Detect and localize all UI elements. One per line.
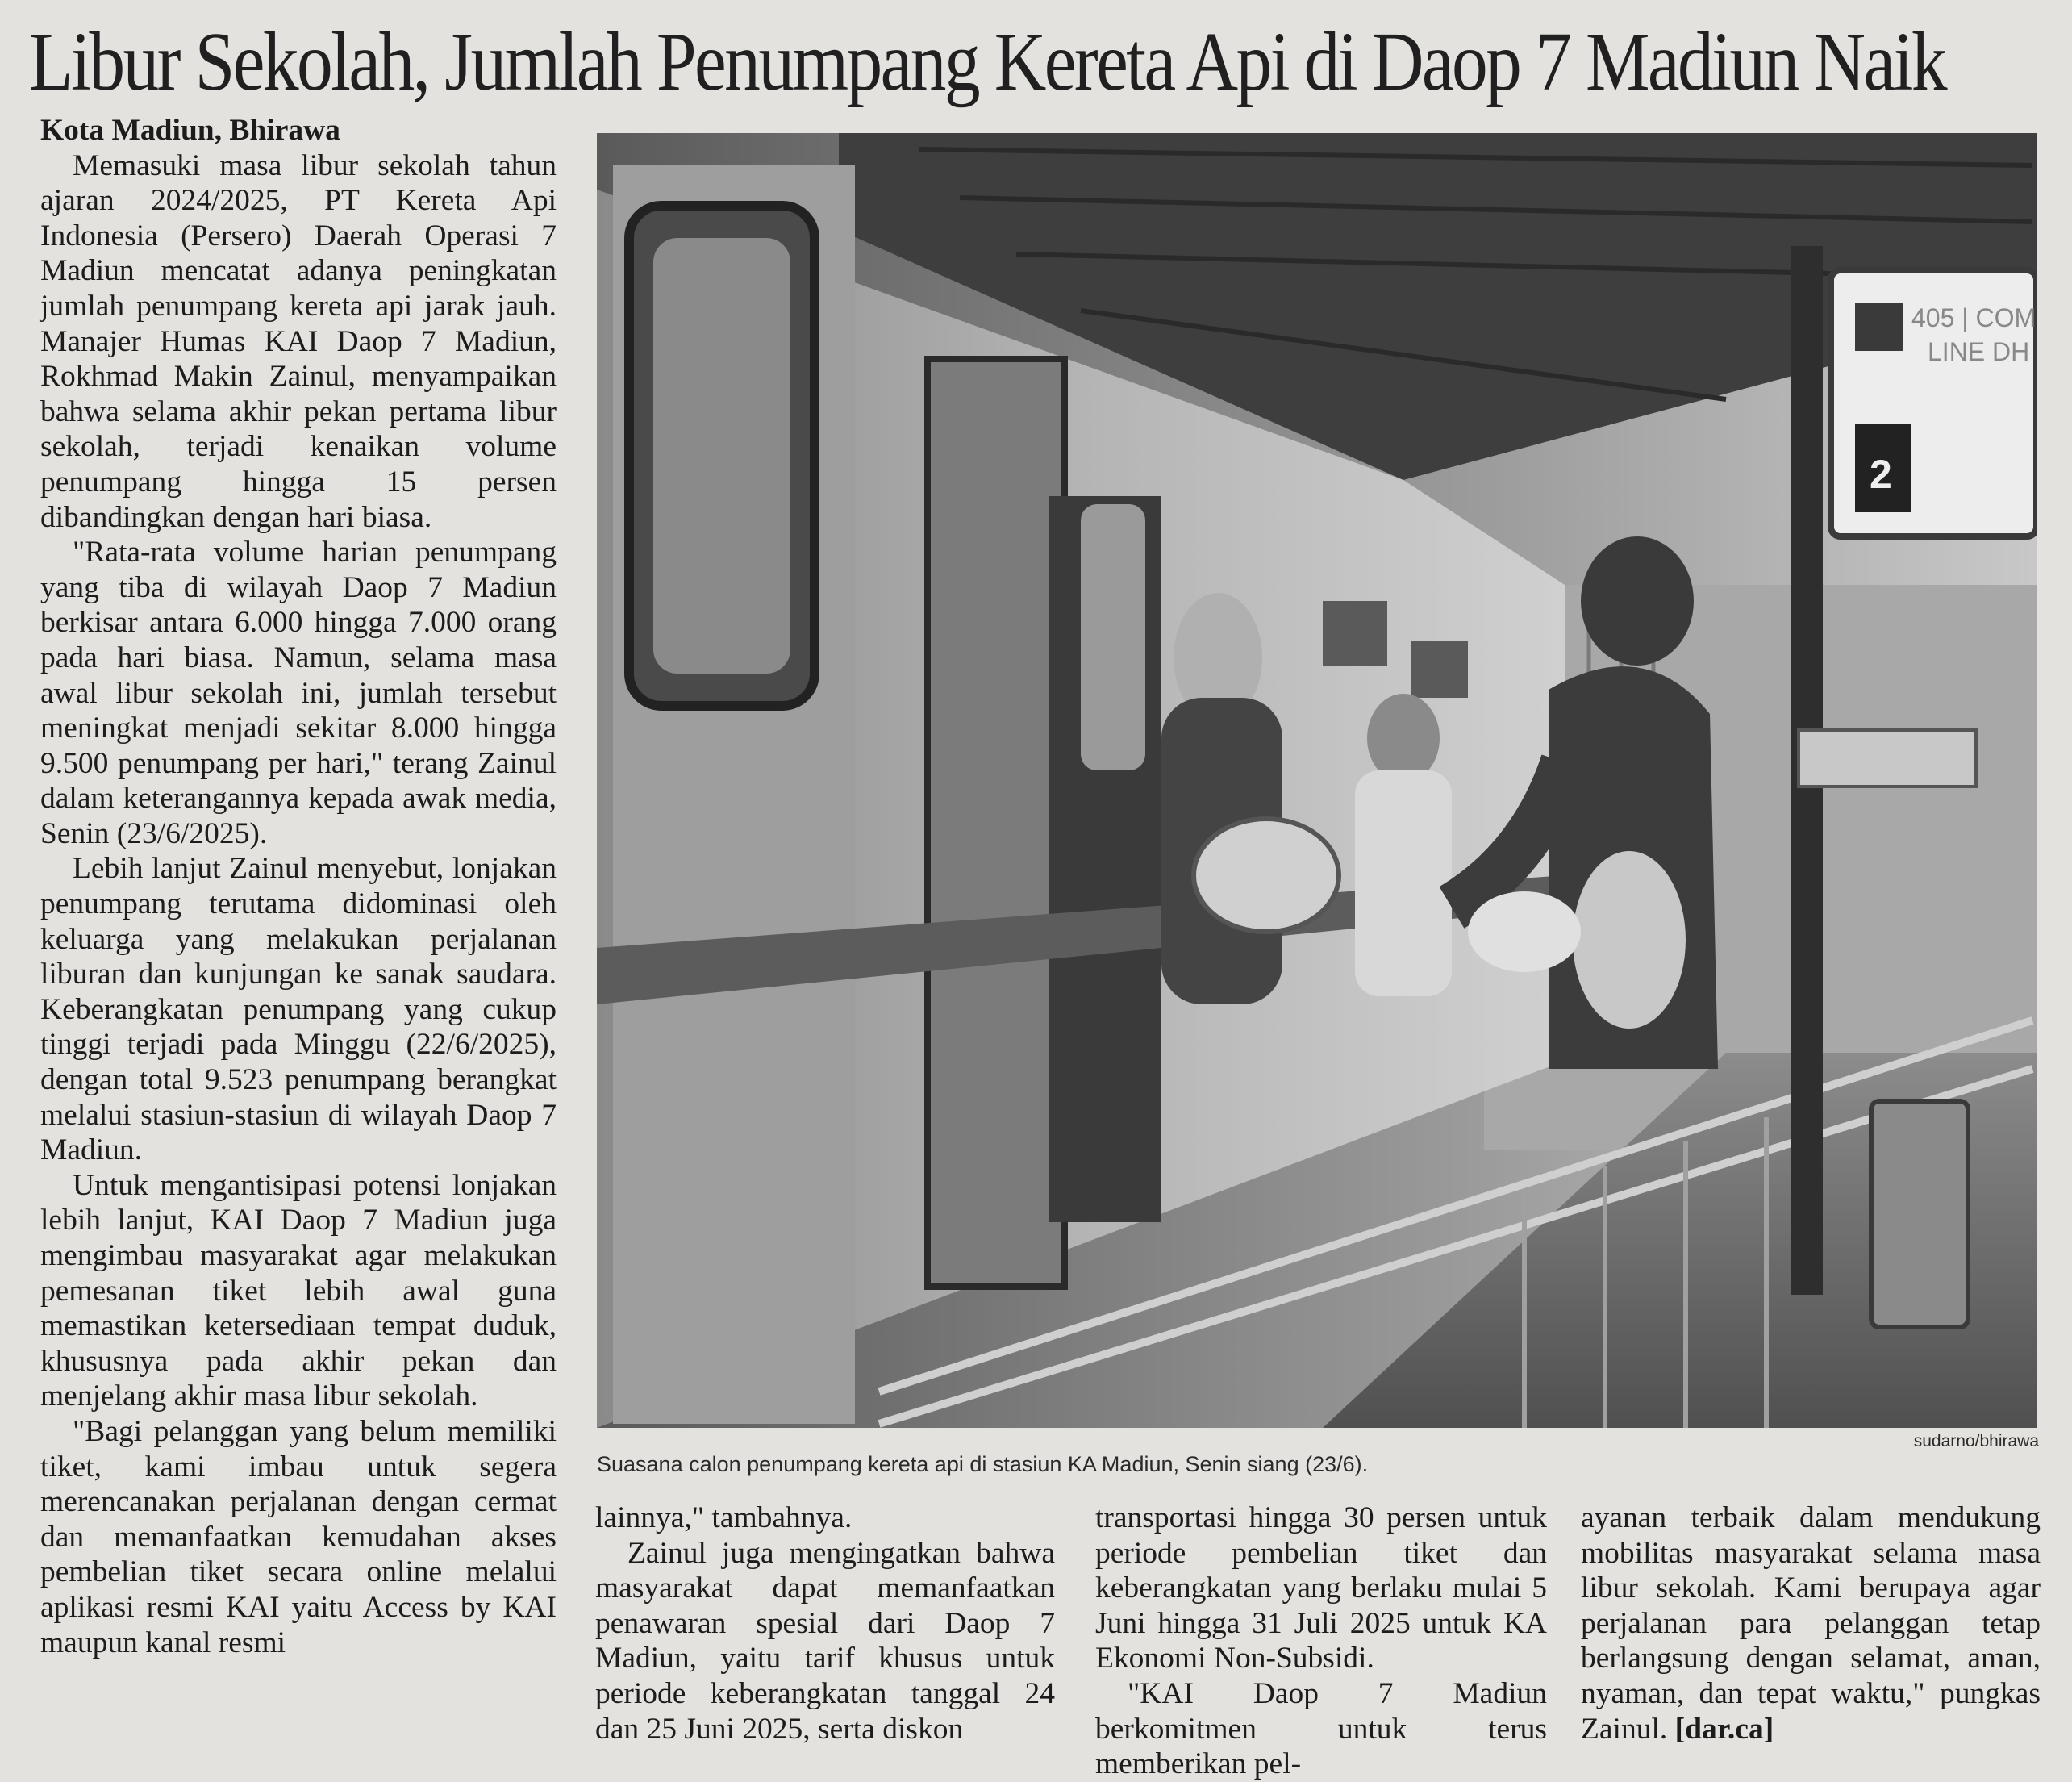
paragraph: transportasi hingga 30 persen untuk periode pembelian tiket dan keberangkatan yang berlaku mulai 5 Juni hingga 31 Juli 2025 untuk KA Ekonomi Non-Subsidi. [1095,1501,1547,1676]
paragraph: "KAI Daop 7 Madiun berkomitmen untuk terus memberikan pel- [1095,1676,1547,1781]
sign-text-1: 405 | COM [1911,303,2037,332]
paragraph: lainnya," tambahnya. [595,1501,853,1534]
article-column-2 [595,1500,1055,1747]
train-platform-photo [597,133,2037,1428]
article-column-4 [1581,1500,2041,1747]
paragraph [1581,1500,2041,1747]
sign-text-2: LINE DH [1928,337,2030,366]
article-headline: Libur Sekolah, Jumlah Penumpang Kereta Api di Daop 7 Madiun Naik [29,15,1946,108]
paragraph: Lebih lanjut Zainul menyebut, lonjakan penumpang terutama didominasi oleh keluarga yang melakukan perjalanan liburan dan kunjungan ke sanak saudara. Keberangkatan penumpang yang cukup tinggi terjadi pada Minggu (22/6/2025), dengan total 9.523 penumpang berangkat melalui stasiun-stasiun di wilayah Daop 7 Madiun. [40,852,557,1167]
paragraph-text: ayanan terbaik dalam mendukung mobilitas masyarakat selama masa libur sekolah. Kami berupaya agar perjalanan para pelanggan tetap berlangsung dengan selamat, aman, nyaman, dan tepat waktu," pungkas Zainul. [1581,1501,2041,1746]
article-column-1 [40,113,557,1660]
sign-number: 2 [1870,452,1892,497]
paragraph: Zainul juga mengingatkan bahwa masyarakat dapat memanfaatkan penawaran spesial dari Daop 7 Madiun, yaitu tarif khusus untuk periode keberangkatan tanggal 24 dan 25 Juni 2025, serta diskon [595,1536,1055,1746]
photo-credit: sudarno/bhirawa [1913,1432,2039,1450]
paragraph: Memasuki masa libur sekolah tahun ajaran 2024/2025, PT Kereta Api Indonesia (Persero) Daerah Operasi 7 Madiun mencatat adanya peningkatan jumlah penumpang kereta api jarak jauh. Manajer Humas KAI Daop 7 Madiun, Rokhmad Makin Zainul, menyampaikan bahwa selama akhir pekan pertama libur sekolah, terjadi kenaikan volume penumpang hingga 15 persen dibandingkan dengan hari biasa. [40,148,557,534]
paragraph: Untuk mengantisipasi potensi lonjakan lebih lanjut, KAI Daop 7 Madiun juga mengimbau masyarakat agar melakukan pemesanan tiket lebih awal guna memastikan ketersediaan tempat duduk, khususnya pada akhir pekan dan menjelang akhir masa libur sekolah. [40,1168,557,1413]
article-column-3 [1095,1500,1547,1782]
paragraph: "Bagi pelanggan yang belum memiliki tiket, kami imbau untuk segera merencanakan perjalanan dengan cermat dan memanfaatkan kemudahan akses pembelian tiket secara online melalui aplikasi resmi KAI yaitu Access by KAI maupun kanal resmi [40,1414,557,1659]
article-photo [597,133,2037,1428]
photo-caption: Suasana calon penumpang kereta api di stasiun KA Madiun, Senin siang (23/6). [597,1452,1369,1476]
paragraph: "Rata-rata volume harian penumpang yang tiba di wilayah Daop 7 Madiun berkisar antara 6.000 hingga 7.000 orang pada hari biasa. Namun, selama masa awal libur sekolah ini, jumlah tersebut meningkat menjadi sekitar 8.000 hingga 9.500 penumpang per hari," terang Zainul dalam keterangannya kepada awak media, Senin (23/6/2025). [40,536,557,850]
author-signature: [dar.ca] [1674,1712,1774,1746]
dateline: Kota Madiun, Bhirawa [40,114,340,147]
